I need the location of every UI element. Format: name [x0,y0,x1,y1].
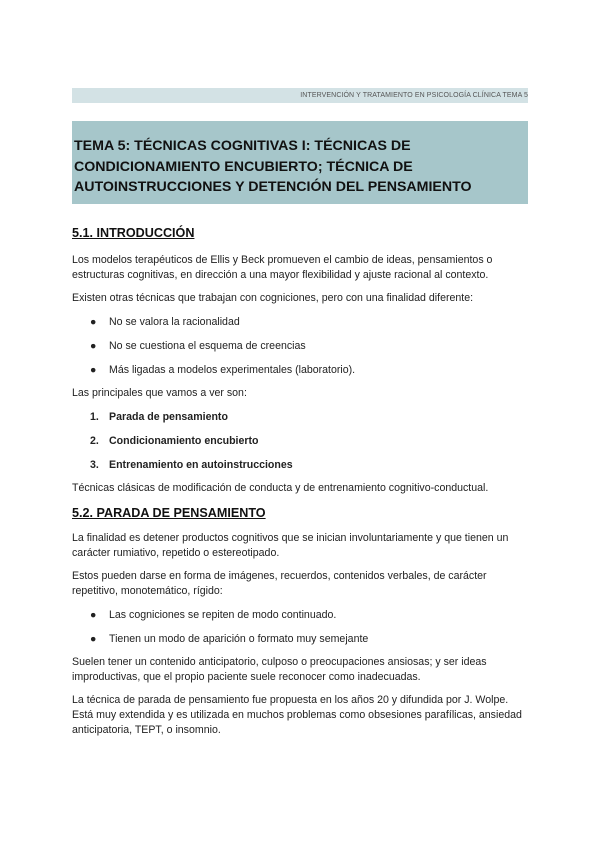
list-item: 2. Condicionamiento encubierto [90,435,259,447]
paragraph: Los modelos terapéuticos de Ellis y Beck promueven el cambio de ideas, pensamientos o estructuras cognitivas, en dirección a una mayor flexibilidad y ajuste racional al contexto. [72,254,493,281]
document-body [72,226,532,738]
list-item: ● Tienen un modo de aparición o formato muy semejante [90,633,369,645]
running-header-text: INTERVENCIÓN Y TRATAMIENTO EN PSICOLOGÍA CLÍNICA TEMA 5 [300,92,528,99]
paragraph: Existen otras técnicas que trabajan con cogniciones, pero con una finalidad diferente: [72,292,474,304]
list-item: 3. Entrenamiento en autoinstrucciones [90,459,293,471]
bullet-icon: ● [90,633,97,645]
paragraph: La técnica de parada de pensamiento fue propuesta en los años 20 y difundida por J. Wolpe. Está muy extendida y es utilizada en muchos problemas como obsesiones parafílicas, ansiedad anticipatoria, TEPT, o insomnio. [72,694,522,736]
paragraph: Técnicas clásicas de modificación de conducta y de entrenamiento cognitivo-conductual. [72,482,489,494]
chapter-title-box [72,121,528,204]
list-item: ● Más ligadas a modelos experimentales (laboratorio). [90,364,356,376]
list-item: ● No se cuestiona el esquema de creencias [90,340,306,352]
paragraph: La finalidad es detener productos cognitivos que se inician involuntariamente y que tienen un carácter rumiativo, repetido o estereotipado. [72,532,509,559]
section-heading-intro: 5.1. INTRODUCCIÓN [72,226,195,240]
bullet-list [72,608,532,647]
bullet-icon: ● [90,364,97,376]
list-item: ● Las cogniciones se repiten de modo continuado. [90,609,337,621]
bullet-icon: ● [90,340,97,352]
list-item: ● No se valora la racionalidad [90,316,240,328]
bullet-icon: ● [90,316,97,328]
paragraph: Las principales que vamos a ver son: [72,387,247,399]
list-item: 1. Parada de pensamiento [90,411,228,423]
section-heading-thought-stopping: 5.2. PARADA DE PENSAMIENTO [72,506,266,520]
paragraph: Estos pueden darse en forma de imágenes, recuerdos, contenidos verbales, de carácter repetitivo, monotemático, rígido: [72,570,487,597]
running-header [72,88,528,103]
bullet-icon: ● [90,609,97,621]
numbered-list [72,410,532,473]
chapter-title: TEMA 5: TÉCNICAS COGNITIVAS I: TÉCNICAS DE CONDICIONAMIENTO ENCUBIERTO; TÉCNICA DE AUTOINSTRUCCIONES Y DETENCIÓN DEL PENSAMIENTO [74,138,472,195]
paragraph: Suelen tener un contenido anticipatorio, culposo o preocupaciones ansiosas; y ser ideas improductivas, que el propio paciente suele reconocer como inadecuadas. [72,656,487,683]
bullet-list [72,315,532,378]
